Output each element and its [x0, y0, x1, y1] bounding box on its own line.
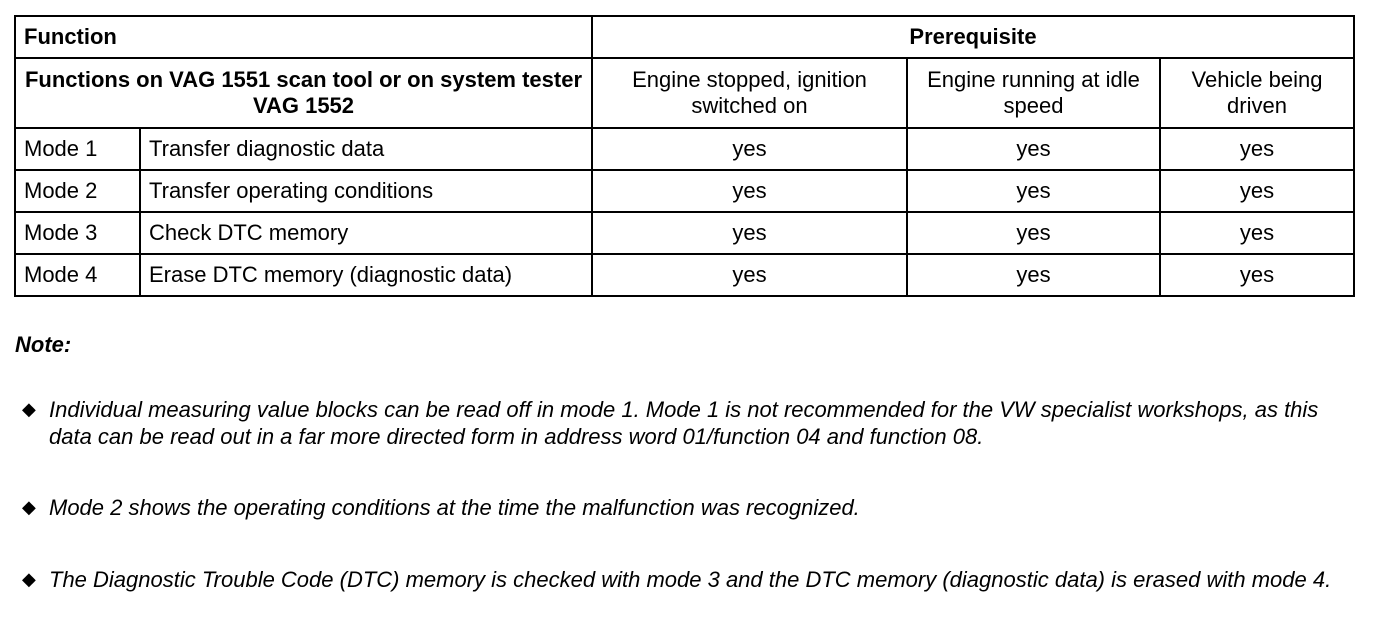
- table-row: [15, 170, 1354, 212]
- engine-stopped-cell: yes: [592, 128, 907, 170]
- note-title: Note:: [15, 332, 72, 357]
- table-header-row: [15, 16, 1354, 58]
- engine-stopped-cell: yes: [592, 254, 907, 296]
- note-item: [22, 566, 1342, 593]
- diamond-bullet-icon: ◆: [22, 497, 36, 517]
- vehicle-driven-subheader: Vehicle being driven: [1160, 58, 1354, 128]
- prerequisite-header: Prerequisite: [592, 16, 1354, 58]
- note-item: [22, 396, 1342, 450]
- diamond-bullet-icon: ◆: [22, 569, 36, 589]
- mode-cell: Mode 4: [15, 254, 140, 296]
- vehicle-driven-cell: yes: [1160, 128, 1354, 170]
- table-row: [15, 254, 1354, 296]
- function-prerequisite-table: [14, 15, 1355, 297]
- table-row: [15, 212, 1354, 254]
- engine-stopped-cell: yes: [592, 170, 907, 212]
- note-item-text: Mode 2 shows the operating conditions at the time the malfunction was recognized.: [49, 495, 860, 520]
- vehicle-driven-cell: yes: [1160, 170, 1354, 212]
- note-item-text: The Diagnostic Trouble Code (DTC) memory is checked with mode 3 and the DTC memory (diagnostic data) is erased with mode 4.: [49, 567, 1332, 592]
- description-cell: Transfer diagnostic data: [140, 128, 592, 170]
- engine-idle-cell: yes: [907, 254, 1160, 296]
- note-item: [22, 494, 1342, 521]
- table-subheader-row: [15, 58, 1354, 128]
- vehicle-driven-cell: yes: [1160, 212, 1354, 254]
- vehicle-driven-cell: yes: [1160, 254, 1354, 296]
- engine-idle-subheader: Engine running at idle speed: [907, 58, 1160, 128]
- diamond-bullet-icon: ◆: [22, 399, 36, 419]
- engine-idle-cell: yes: [907, 128, 1160, 170]
- mode-cell: Mode 2: [15, 170, 140, 212]
- engine-idle-cell: yes: [907, 170, 1160, 212]
- mode-cell: Mode 1: [15, 128, 140, 170]
- engine-stopped-cell: yes: [592, 212, 907, 254]
- function-header: Function: [15, 16, 592, 58]
- description-cell: Transfer operating conditions: [140, 170, 592, 212]
- engine-stopped-subheader: Engine stopped, ignition switched on: [592, 58, 907, 128]
- description-cell: Check DTC memory: [140, 212, 592, 254]
- table-row: [15, 128, 1354, 170]
- functions-subheader: Functions on VAG 1551 scan tool or on system tester VAG 1552: [15, 58, 592, 128]
- engine-idle-cell: yes: [907, 212, 1160, 254]
- note-item-text: Individual measuring value blocks can be read off in mode 1. Mode 1 is not recommended for the VW specialist workshops, as this data can be read out in a far more directed form in address word 01/function 04 and function 08.: [49, 397, 1319, 449]
- description-cell: Erase DTC memory (diagnostic data): [140, 254, 592, 296]
- mode-cell: Mode 3: [15, 212, 140, 254]
